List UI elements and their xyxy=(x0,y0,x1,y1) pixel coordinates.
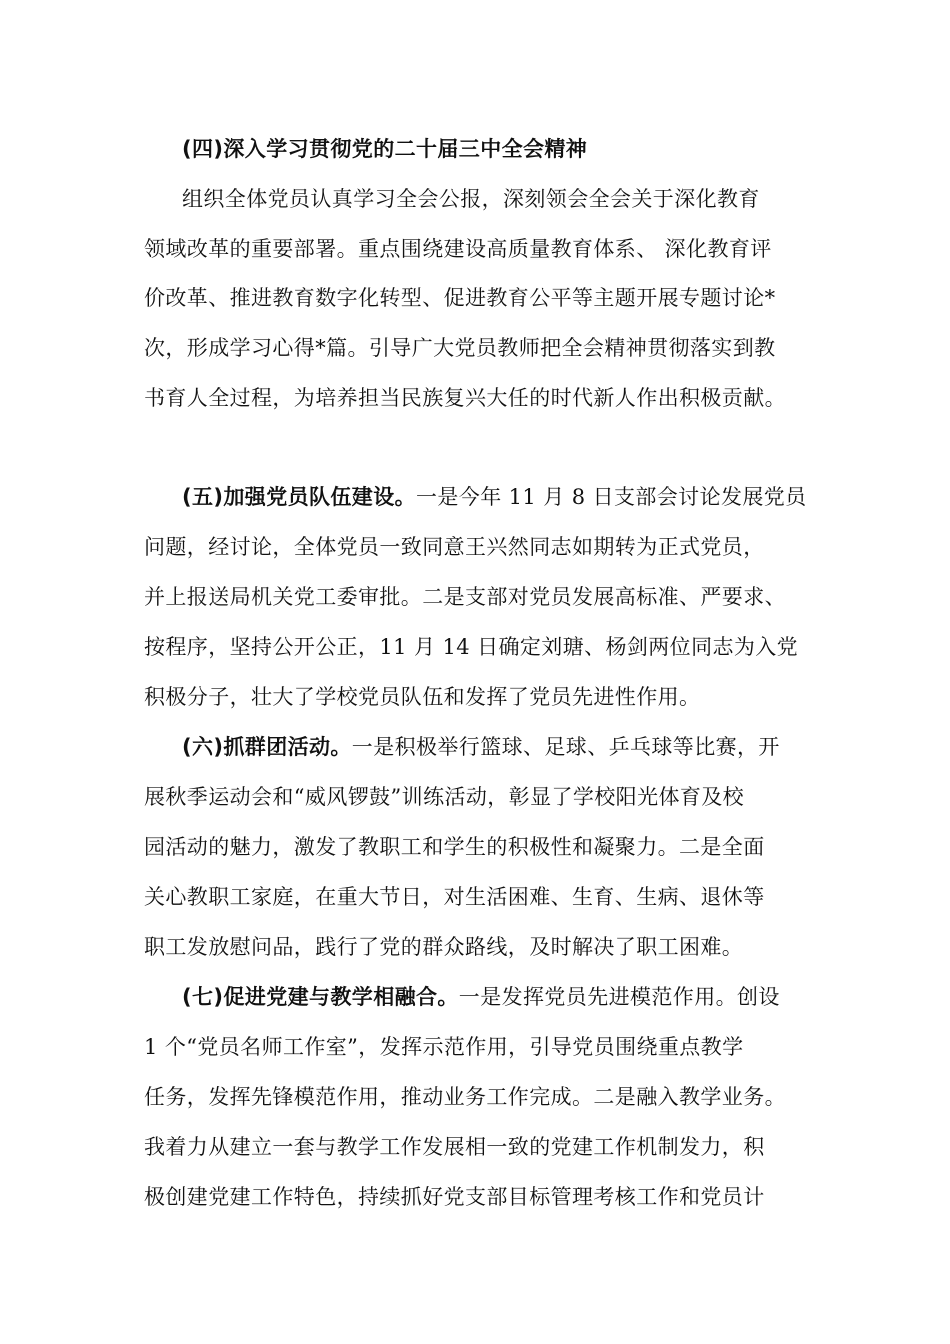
section5-heading: (五)加强党员队伍建设。 xyxy=(182,485,416,509)
section4-line-3: 价改革、推进教育数字化转型、促进教育公平等主题开展专题讨论* xyxy=(144,286,776,310)
section7-first-line xyxy=(182,982,780,1012)
section6-first-line xyxy=(182,732,780,762)
section6-first-line-text: 一是积极举行篮球、足球、乒乓球等比赛，开 xyxy=(351,735,780,759)
section6-line-2: 展秋季运动会和“威风锣鼓”训练活动，彰显了学校阳光体育及校 xyxy=(144,785,745,809)
section6-heading: (六)抓群团活动。 xyxy=(182,735,352,759)
section7-first-line-text: 一是发挥党员先进模范作用。创设 xyxy=(458,985,780,1009)
section4-line-2: 领域改革的重要部署。重点围绕建设高质量教育体系、 深化教育评 xyxy=(144,237,772,261)
section5-first-line-text: 一是今年 11 月 8 日支部会讨论发展党员 xyxy=(416,485,807,509)
section7-heading: (七)促进党建与教学相融合。 xyxy=(182,985,459,1009)
section5-first-line xyxy=(182,482,807,512)
section4-line-4: 次，形成学习心得*篇。引导广大党员教师把全会精神贯彻落实到教 xyxy=(144,336,776,360)
section6-line-3: 园活动的魅力，激发了教职工和学生的积极性和凝聚力。二是全面 xyxy=(144,835,765,859)
section6-line-4: 关心教职工家庭，在重大节日，对生活困难、生育、生病、退休等 xyxy=(144,885,765,909)
section7-line-2: 1 个“党员名师工作室”，发挥示范作用，引导党员围绕重点教学 xyxy=(144,1035,744,1059)
section4-line-5: 书育人全过程，为培养担当民族复兴大任的时代新人作出积极贡献。 xyxy=(144,386,786,410)
section5-line-2: 问题，经讨论，全体党员一致同意王兴然同志如期转为正式党员， xyxy=(144,535,765,559)
section4-line-1: 组织全体党员认真学习全会公报，深刻领会全会关于深化教育 xyxy=(182,187,760,211)
section5-line-5: 积极分子，壮大了学校党员队伍和发挥了党员先进性作用。 xyxy=(144,685,701,709)
section5-line-4: 按程序，坚持公开公正，11 月 14 日确定刘瑭、杨剑两位同志为入党 xyxy=(144,635,799,659)
section7-line-5: 极创建党建工作特色，持续抓好党支部目标管理考核工作和党员计 xyxy=(144,1185,765,1209)
section6-line-5: 职工发放慰问品，践行了党的群众路线，及时解决了职工困难。 xyxy=(144,935,744,959)
section7-line-4: 我着力从建立一套与教学工作发展相一致的党建工作机制发力，积 xyxy=(144,1135,765,1159)
section5-line-3: 并上报送局机关党工委审批。二是支部对党员发展高标准、严要求、 xyxy=(144,585,786,609)
section7-line-3: 任务，发挥先锋模范作用，推动业务工作完成。二是融入教学业务。 xyxy=(144,1085,786,1109)
section4-heading: (四)深入学习贯彻党的二十届三中全会精神 xyxy=(182,137,588,161)
